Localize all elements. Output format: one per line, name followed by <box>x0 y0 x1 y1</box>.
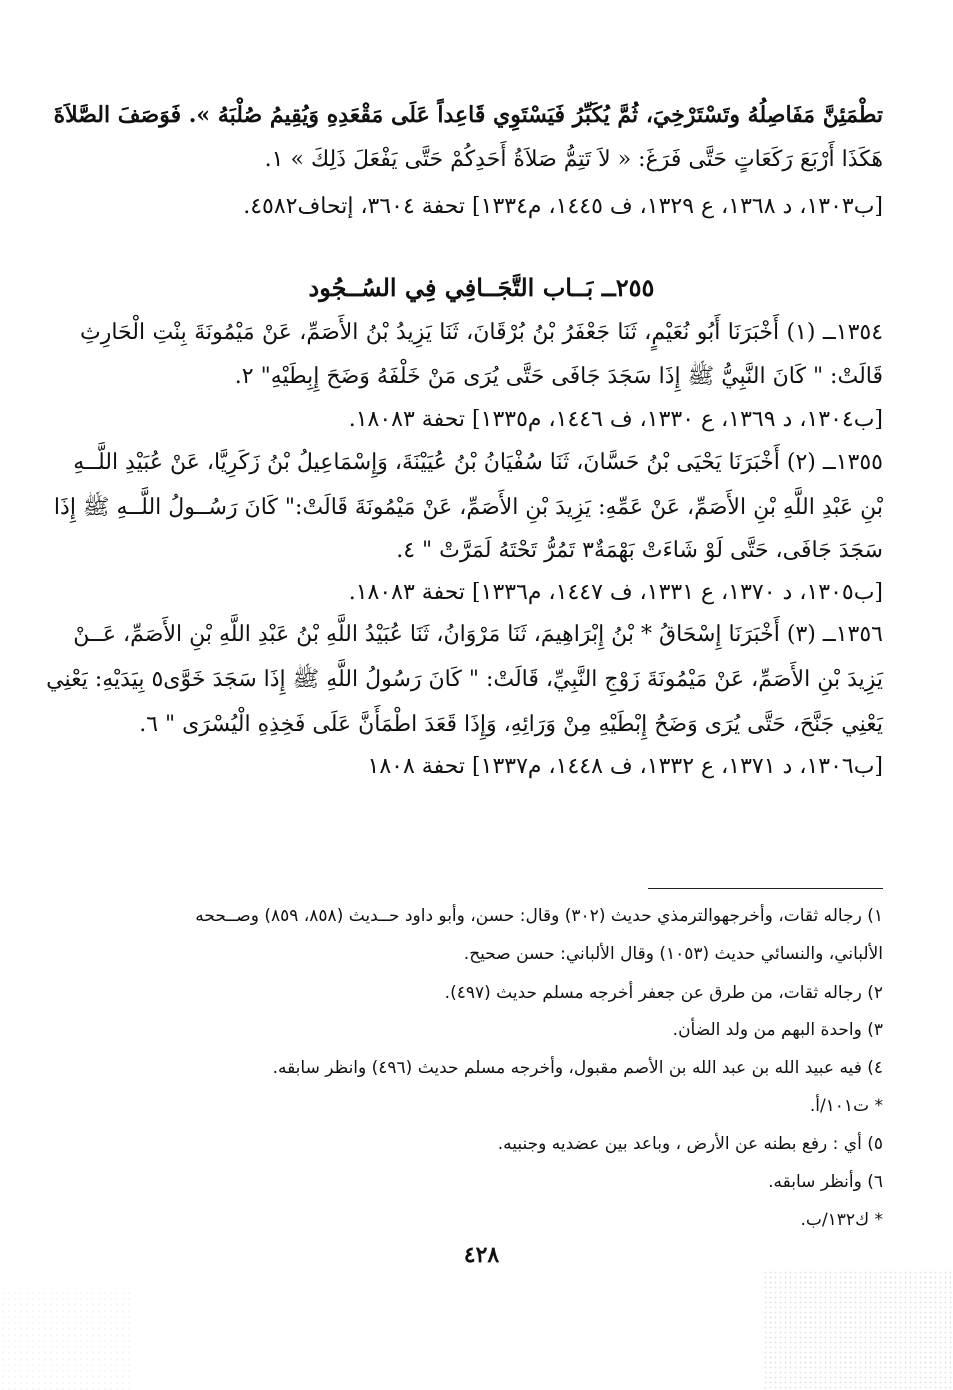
footnote: ٣) واحدة البهم من ولد الضأن. <box>672 1020 883 1040</box>
hadith-line: يَعْنِي جَنَّحَ، حَتَّى يُرَى وَضَحُ إِبْطَيْهِ مِنْ وَرَائِهِ، وَإِذَا قَعَدَ اطْمَأَنَّ عَلَى فَخِذِهِ الْيُسْرَى " ٦. <box>139 712 883 737</box>
hadith-line: قَالَتْ: " كَانَ النَّبِيُّ ﷺ إِذَا سَجَدَ جَافَى حَتَّى يُرَى مَنْ خَلْفَهُ وَضَحَ إِبِطَيْهِ" ٢. <box>234 364 883 389</box>
footnote: ٤) فيه عبيد الله بن عبد الله بن الأصم مقبول، وأخرجه مسلم حديث (٤٩٦) وانظر سابقه. <box>272 1058 883 1078</box>
footnote: * ك١٣٢/ب. <box>800 1210 883 1230</box>
hadith-line: ١٣٥٥ــ (٢) أَخْبَرَنَا يَحْيَى بْنُ حَسَّانَ، ثَنَا سُفْيَانُ بْنُ عُيَيْنَةَ، وَإِسْمَاعِيلُ بْنُ زَكَرِيَّا، عَنْ عُبَيْدِ اللَّــهِ <box>73 450 883 475</box>
hadith-line: ١٣٥٦ــ (٣) أَخْبَرَنَا إِسْحَاقُ * بْنُ إِبْرَاهِيمَ، ثَنَا مَرْوَانُ، ثَنَا عُبَيْدُ اللَّهِ بْنُ عَبْدِ اللَّهِ بْنِ الأَصَمِّ، عَــنْ <box>73 622 883 647</box>
footnote-divider <box>648 888 883 889</box>
reference-line: [ب١٣٠٤، د ١٣٦٩، ع ١٣٣٠، ف ١٤٤٦، م١٣٣٥] تحفة ١٨٠٨٣. <box>348 407 883 432</box>
footnote: ٥) أي : رفع بطنه عن الأرض ، وباعد بين عضديه وجنبيه. <box>497 1134 883 1154</box>
reference-line: [ب١٣٠٣، د ١٣٦٨، ع ١٣٢٩، ف ١٤٤٥، م١٣٣٤] تحفة ٣٦٠٤، إتحاف٤٥٨٢. <box>243 194 883 219</box>
reference-line: [ب١٣٠٥، د ١٣٧٠، ع ١٣٣١، ف ١٤٤٧، م١٣٣٦] تحفة ١٨٠٨٣. <box>348 580 883 605</box>
hadith-line: بْنِ عَبْدِ اللَّهِ بْنِ الأَصَمِّ، عَنْ عَمِّهِ: يَزِيدَ بْنِ الأَصَمِّ، عَنْ مَيْمُونَةَ قَالَتْ:" كَانَ رَسُــولُ اللَّــهِ ﷺ إِذَا <box>53 495 883 520</box>
footnote: ٢) رجاله ثقات، من طرق عن جعفر أخرجه مسلم حديث (٤٩٧). <box>444 983 883 1003</box>
text-line: تطْمَئِنَّ مَفَاصِلُهُ وتَسْتَرْخِيَ، ثُمَّ يُكَبِّرُ فَيَسْتَوِي قَاعِداً عَلَى مَقْعَدِهِ وَيُقِيمُ صُلْبَهُ ». فَوَصَفَ الصَّلاَةَ <box>53 102 883 128</box>
hadith-line: سَجَدَ جَافَى، حَتَّى لَوْ شَاءَتْ بَهْمَةٌ٣ تَمُرُّ تَحْتَهُ لَمَرَّتْ " ٤. <box>396 538 883 563</box>
footnote: الألباني، والنسائي حديث (١٠٥٣) وقال الألباني: حسن صحيح. <box>463 944 883 964</box>
chapter-heading: ٢٥٥ــ بَــاب التَّجَــافِي فِي السُــجُود <box>308 273 655 302</box>
footnote: ٦) وأنظر سابقه. <box>768 1172 883 1192</box>
scan-noise <box>0 1290 130 1390</box>
hadith-line: ١٣٥٤ــ (١) أَخْبَرَنَا أَبُو نُعَيْمٍ، ثَنَا جَعْفَرُ بْنُ بُرْقَانَ، ثَنَا يَزِيدُ بْنُ الأَصَمِّ، عَنْ مَيْمُونَةَ بِنْتِ الْحَارِثِ <box>80 320 884 345</box>
page-number: ٤٢٨ <box>463 1242 500 1268</box>
book-page <box>46 0 884 1390</box>
footnote: * ت١٠١/أ. <box>809 1096 883 1116</box>
hadith-line: يَزِيدَ بْنِ الأَصَمِّ، عَنْ مَيْمُونَةَ زَوْجِ النَّبِيِّ، قَالَتْ: " كَانَ رَسُولُ اللَّهِ ﷺ إِذَا سَجَدَ خَوَّى٥ بِيَدَيْهِ: يَعْنِي <box>46 667 883 692</box>
scan-noise <box>763 1270 953 1390</box>
reference-line: [ب١٣٠٦، د ١٣٧١، ع ١٣٣٢، ف ١٤٤٨، م١٣٣٧] تحفة ١٨٠٨ <box>367 754 883 779</box>
footnote: ١) رجاله ثقات، وأخرجهوالترمذي حديث (٣٠٢) وقال: حسن، وأبو داود حــديث (٨٥٨، ٨٥٩) وصــححه <box>195 906 883 926</box>
text-line: هَكَذَا أَرْبَعَ رَكَعَاتٍ حَتَّى فَرَغَ: « لاَ تَتِمُّ صَلاَةُ أَحَدِكُمْ حَتَّى يَفْعَلَ ذَلِكَ » ١. <box>264 147 883 172</box>
